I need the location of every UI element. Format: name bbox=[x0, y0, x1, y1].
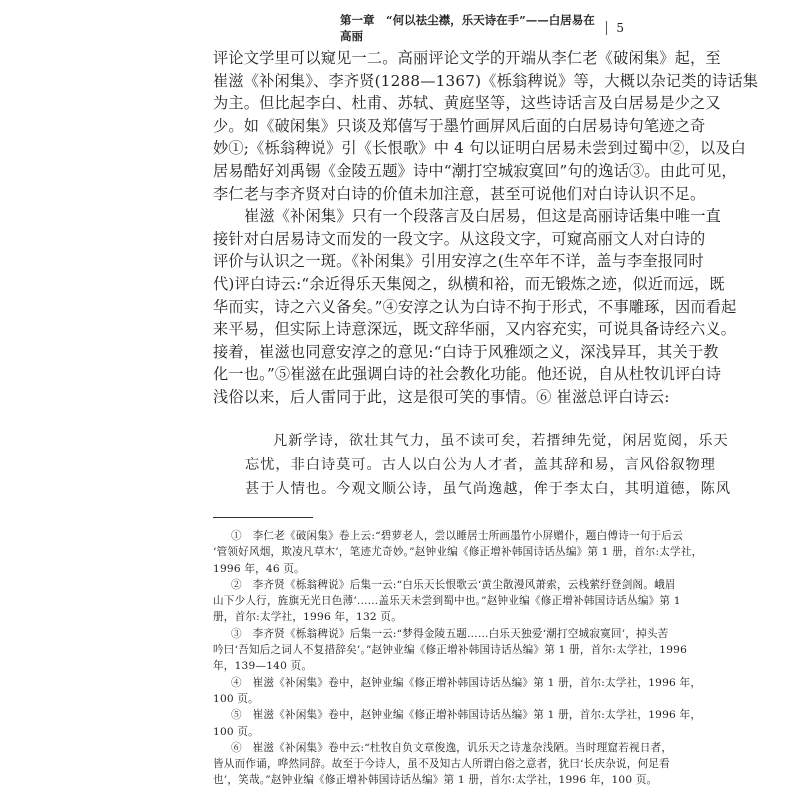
body-text bbox=[213, 47, 759, 409]
footnote-3 bbox=[213, 626, 688, 675]
footnote-5 bbox=[213, 707, 702, 740]
body-line: 接着，崔滋也同意安淳之的意见:“白诗于风雅颂之义，深浅异耳，其关于教 bbox=[213, 342, 719, 361]
footnote-line: 也’，笑哉。”赵钟业编《修正增补韩国诗话丛编》第 1 册，首尔:太学社，1996 年，100 页。 bbox=[213, 774, 658, 787]
body-line: 妙①;《栎翁稗说》引《长恨歌》中 4 句以证明白居易未尝到过蜀中②，以及白 bbox=[213, 139, 747, 158]
quote-line: 甚于人情也。今观文顺公诗，虽气尚逸越，侔于李太白，其明道德，陈风 bbox=[245, 481, 732, 497]
footnote-divider bbox=[213, 517, 313, 518]
footnote-line: 山下少人行，旌旗无光日色薄’……盖乐天未尝到蜀中也。”赵钟业编《修正增补韩国诗话丛编》第 1 bbox=[213, 595, 681, 608]
footnote-line: ⑤ 崔滋《补闲集》卷中，赵钟业编《修正增补韩国诗话丛编》第 1 册，首尔:太学社，1996 年， bbox=[231, 709, 702, 722]
body-line: 居易酷好刘禹锡《金陵五题》诗中“潮打空城寂寞回”句的逸话③。由此可见， bbox=[213, 161, 737, 180]
quote-line: 凡新学诗，欲壮其气力，虽不读可矣，若搢绅先觉，闲居览阅，乐天 bbox=[273, 433, 729, 449]
footnote-line: ⑥ 崔滋《补闲集》卷中云:“杜牧自负文章俊逸，讥乐天之诗尨杂浅陋。当时理窟若视日者， bbox=[231, 741, 673, 754]
block-quote bbox=[245, 429, 732, 501]
footnote-line: ③ 李齐贤《栎翁稗说》后集一云:“梦得金陵五题……白乐天独爱‘潮打空城寂寞回’，掉头苦 bbox=[231, 627, 669, 640]
footnote-line: 1996 年，46 页。 bbox=[213, 562, 305, 575]
body-line: 李仁老与李齐贤对白诗的价值未加注意，甚至可说他们对白诗认识不足。 bbox=[213, 184, 706, 203]
footnote-2 bbox=[213, 577, 681, 626]
body-line: 来平易，但实际上诗意深远，既文辞华丽，又内容充实，可说具备诗经六义。 bbox=[213, 320, 737, 339]
body-line: 崔滋《补闲集》、李齐贤(1288—1367)《栎翁稗说》等，大概以杂记类的诗话集 bbox=[213, 71, 759, 90]
body-line: 评论文学里可以窥见一二。高丽评论文学的开端从李仁老《破闲集》起，至 bbox=[213, 49, 721, 67]
body-line: 华而实，诗之六义备矣。”④安淳之认为白诗不拘于形式，不事雕琢，因而看起 bbox=[213, 297, 737, 316]
footnote-line: ① 李仁老《破闲集》卷上云:“碧萝老人，尝以睡居士所画墨竹小屏赠仆，题白傅诗一句于后云 bbox=[231, 530, 683, 542]
body-line: 崔滋《补闲集》只有一个段落言及白居易，但这是高丽诗话集中唯一直 bbox=[244, 207, 722, 226]
body-line: 为主。但比起李白、杜甫、苏轼、黄庭坚等，这些诗话言及白居易是少之又 bbox=[213, 94, 721, 113]
running-header bbox=[340, 13, 624, 43]
body-line: 评价与认识之一斑。《补闲集》引用安淳之(生卒年不详，盖与李奎报同时 bbox=[213, 252, 704, 271]
footnote-1 bbox=[213, 528, 703, 577]
footnote-line: 吟曰‘吾知后之词人不复措辞矣’。”赵钟业编《修正增补韩国诗话丛编》第 1 册，首尔:太学社，1996 bbox=[213, 644, 688, 657]
footnote-line: 册，首尔:太学社，1996 年，132 页。 bbox=[213, 611, 403, 624]
body-line: 接针对白居易诗文而发的一段文字。从这段文字，可窥高丽文人对白诗的 bbox=[213, 229, 706, 248]
footnote-line: 皆从而作诵，哗然同辞。故至于今诗人，虽不及知古人所谓白俗之意者，犹曰‘长庆杂说，何足看 bbox=[213, 758, 670, 771]
body-line: 少。如《破闲集》只谈及郑僖写于墨竹画屏风后面的白居易诗句笔迹之奇 bbox=[213, 116, 706, 135]
footnote-line: 100 页。 bbox=[213, 692, 259, 705]
page-number: 5 bbox=[616, 21, 624, 35]
footnote-line: ② 李齐贤《栎翁稗说》后集一云:“白乐天长恨歌云‘黄尘散漫风萧索，云栈萦纡登剑阁。峨眉 bbox=[231, 578, 676, 591]
footnote-line: ④ 崔滋《补闲集》卷中，赵钟业编《修正增补韩国诗话丛编》第 1 册，首尔:太学社，1996 年， bbox=[231, 676, 702, 689]
footnotes bbox=[213, 528, 703, 789]
header-divider bbox=[606, 21, 607, 35]
footnote-4 bbox=[213, 675, 702, 708]
footnote-6 bbox=[213, 740, 673, 789]
running-title: 第一章 “何以祛尘襟，乐天诗在手”——白居易在高丽 bbox=[340, 13, 595, 43]
body-line: 代)评白诗云:“余近得乐天集阅之，纵横和裕，而无锻炼之迹，似近而远，既 bbox=[213, 274, 725, 293]
body-line: 浅俗以来，后人雷同于此，这是很可笑的事情。⑥ 崔滋总评白诗云: bbox=[213, 387, 670, 406]
quote-line: 忘忧，非白诗莫可。古人以白公为人才者，盖其辞和易，言风俗叙物理 bbox=[245, 457, 716, 473]
body-line: 化一也。”⑤崔滋在此强调白诗的社会教化功能。他还说，自从杜牧讥评白诗 bbox=[213, 365, 722, 384]
footnote-line: 年，139—140 页。 bbox=[213, 660, 313, 673]
footnote-line: 100 页。 bbox=[213, 725, 259, 738]
footnote-line: ‘管领好风烟，欺凌凡草木’，笔迹尤奇妙。”赵钟业编《修正增补韩国诗话丛编》第 1 册，首尔:太学社， bbox=[213, 546, 703, 559]
